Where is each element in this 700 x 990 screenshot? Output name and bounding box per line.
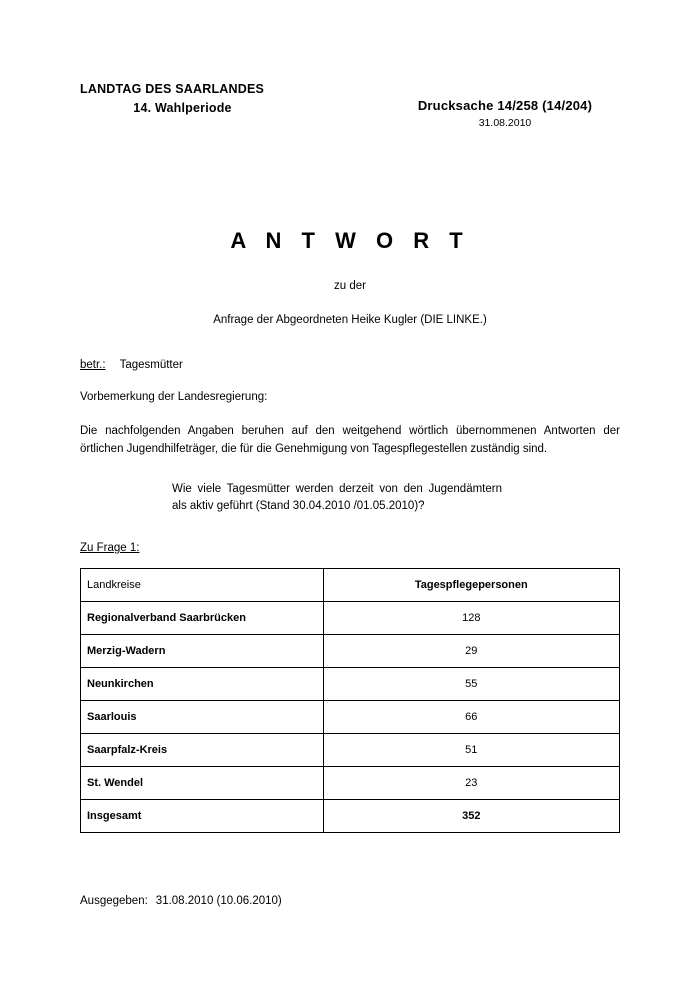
subject-label: betr.: <box>80 359 106 371</box>
column-header-landkreise: Landkreise <box>81 569 324 602</box>
column-header-tagespflegepersonen: Tagespflegepersonen <box>323 569 619 602</box>
table-row <box>81 668 620 701</box>
district-name: Merzig-Wadern <box>81 635 324 668</box>
table-header-row <box>81 569 620 602</box>
issued-label: Ausgegeben: <box>80 895 148 908</box>
drucksache-block <box>390 98 620 129</box>
page-title: A N T W O R T <box>230 228 470 253</box>
district-count: 51 <box>323 734 619 767</box>
total-label: Insgesamt <box>81 800 324 833</box>
title-subline-1: zu der <box>334 280 366 292</box>
issued-line <box>80 895 620 907</box>
table-row <box>81 635 620 668</box>
parliament-name: LANDTAG DES SAARLANDES <box>80 82 265 96</box>
parliament-heading <box>80 80 285 119</box>
title-subline-2: Anfrage der Abgeordneten Heike Kugler (DIE LINKE.) <box>213 314 487 326</box>
total-value: 352 <box>323 800 619 833</box>
district-name: Regionalverband Saarbrücken <box>81 602 324 635</box>
tagespflegepersonen-table <box>80 568 620 833</box>
district-count: 29 <box>323 635 619 668</box>
district-name: Saarpfalz-Kreis <box>81 734 324 767</box>
table-row <box>81 701 620 734</box>
table-row <box>81 734 620 767</box>
district-count: 55 <box>323 668 619 701</box>
issued-value: 31.08.2010 (10.06.2010) <box>155 895 282 908</box>
district-name: Saarlouis <box>81 701 324 734</box>
drucksache-number: Drucksache 14/258 (14/204) <box>417 98 593 113</box>
document-header <box>80 0 620 140</box>
table-total-row <box>81 800 620 833</box>
district-name: St. Wendel <box>81 767 324 800</box>
legislative-period: 14. Wahlperiode <box>133 101 232 116</box>
district-count: 128 <box>323 602 619 635</box>
answer-heading: Zu Frage 1: <box>80 542 140 555</box>
preliminary-text: Die nachfolgenden Angaben beruhen auf den weitgehend wörtlich übernommenen Antworten der örtlichen Jugendhilfeträger, die für die Genehmigung von Tagespflegestellen zuständig sind. <box>80 425 620 455</box>
preliminary-heading: Vorbemerkung der Landesregierung: <box>80 391 268 403</box>
table-row <box>81 602 620 635</box>
subject-value: Tagesmütter <box>119 359 183 371</box>
district-count: 23 <box>323 767 619 800</box>
table-row <box>81 767 620 800</box>
question-text: Wie viele Tagesmütter werden derzeit von den Jugendämtern als aktiv geführt (Stand 30.04.2010 /01.05.2010)? <box>172 482 502 513</box>
district-count: 66 <box>323 701 619 734</box>
district-name: Neunkirchen <box>81 668 324 701</box>
drucksache-date: 31.08.2010 <box>478 117 532 129</box>
subject-line <box>80 359 620 371</box>
